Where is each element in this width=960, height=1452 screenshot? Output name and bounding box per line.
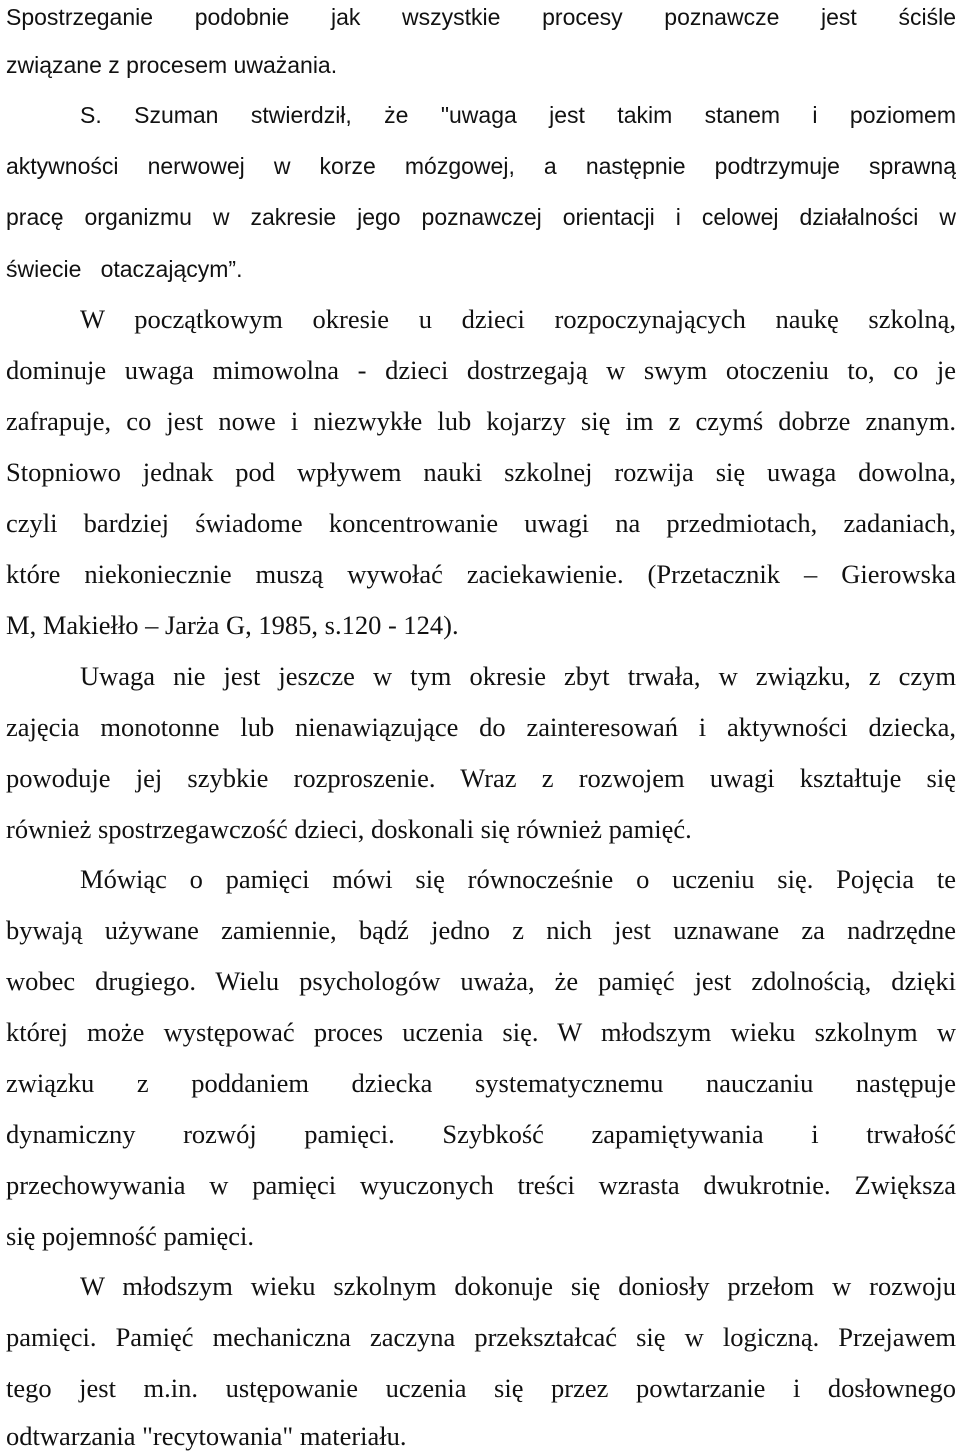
text-line: dominuje uwaga mimowolna - dzieci dostrzegają w swym otoczeniu to, co je — [6, 355, 956, 385]
text-line: czyli bardziej świadome koncentrowanie uwagi na przedmiotach, zadaniach, — [6, 508, 956, 538]
text-line: dynamiczny rozwój pamięci. Szybkość zapamiętywania i trwałość — [6, 1119, 956, 1149]
text-line: się pojemność pamięci. — [6, 1221, 254, 1251]
text-line: Stopniowo jednak pod wpływem nauki szkolnej rozwija się uwaga dowolna, — [6, 457, 956, 487]
text-line: powoduje jej szybkie rozproszenie. Wraz z rozwojem uwagi kształtuje się — [6, 763, 956, 793]
text-line: S. Szuman stwierdził, że "uwaga jest takim stanem i poziomem — [80, 102, 956, 128]
text-line: której może występować proces uczenia się. W młodszym wieku szkolnym w — [6, 1017, 956, 1047]
text-line: związane z procesem uważania. — [6, 52, 338, 78]
text-line: Uwaga nie jest jeszcze w tym okresie zbyt trwała, w związku, z czym — [80, 661, 956, 691]
text-line: M, Makiełło – Jarża G, 1985, s.120 - 124). — [6, 610, 459, 640]
text-line: pamięci. Pamięć mechaniczna zaczyna przekształcać się w logiczną. Przejawem — [6, 1322, 956, 1352]
text-line: przechowywania w pamięci wyuczonych treści wzrasta dwukrotnie. Zwiększa — [6, 1170, 956, 1200]
text-line: W początkowym okresie u dzieci rozpoczynających naukę szkolną, — [80, 304, 956, 334]
text-line: związku z poddaniem dziecka systematycznemu nauczaniu następuje — [6, 1068, 956, 1098]
text-line: które niekoniecznie muszą wywołać zaciekawienie. (Przetacznik – Gierowska — [6, 559, 956, 589]
text-line: wobec drugiego. Wielu psychologów uważa, że pamięć jest zdolnością, dzięki — [6, 966, 956, 996]
text-line: pracę organizmu w zakresie jego poznawczej orientacji i celowej działalności w — [6, 204, 956, 230]
text-line: tego jest m.in. ustępowanie uczenia się przez powtarzanie i dosłownego — [6, 1373, 956, 1403]
text-line: aktywności nerwowej w korze mózgowej, a następnie podtrzymuje sprawną — [6, 153, 956, 179]
text-line: zajęcia monotonne lub nienawiązujące do zainteresowań i aktywności dziecka, — [6, 712, 956, 742]
text-line: Mówiąc o pamięci mówi się równocześnie o uczeniu się. Pojęcia te — [80, 864, 956, 894]
text-line: odtwarzania "recytowania" materiału. — [6, 1421, 407, 1451]
text-line: W młodszym wieku szkolnym dokonuje się doniosły przełom w rozwoju — [80, 1271, 956, 1301]
text-line: bywają używane zamiennie, bądź jedno z nich jest uznawane za nadrzędne — [6, 915, 956, 945]
text-line: zafrapuje, co jest nowe i niezwykłe lub kojarzy się im z czymś dobrze znanym. — [6, 406, 956, 436]
text-line: świecie otaczającym”. — [6, 256, 243, 282]
text-line: również spostrzegawczość dzieci, doskonali się również pamięć. — [6, 814, 692, 844]
text-line: Spostrzeganie podobnie jak wszystkie procesy poznawcze jest ściśle — [6, 4, 956, 30]
